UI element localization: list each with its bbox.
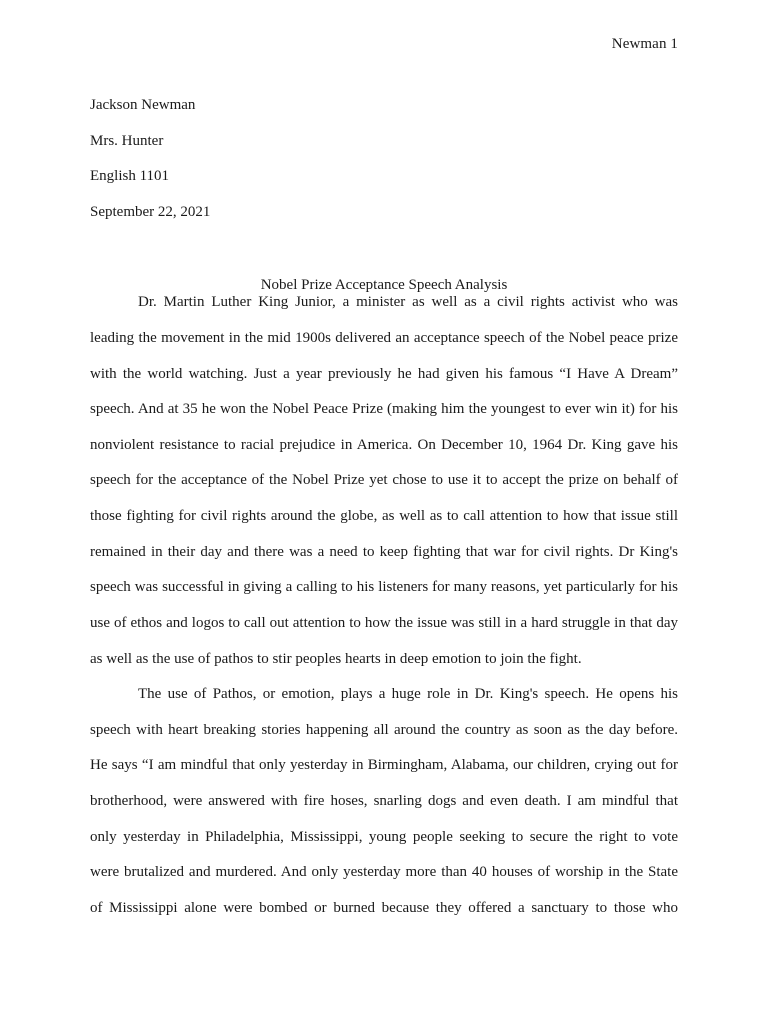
essay-date: September 22, 2021 (90, 203, 211, 220)
essay-title: Nobel Prize Acceptance Speech Analysis (260, 277, 508, 293)
running-header: Newman 1 (611, 36, 678, 52)
paragraph-1-line-10: use of ethos and logos to call out attention to how the issue was still in a hard struggle in that day (90, 615, 678, 631)
paragraph-1-line-8: remained in their day and there was a need to keep fighting that war for civil rights. Dr King's (90, 544, 678, 560)
paragraph-1-line-7: those fighting for civil rights around the globe, as well as to call attention to how that issue still (90, 508, 678, 524)
paragraph-2-line-1: The use of Pathos, or emotion, plays a huge role in Dr. King's speech. He opens his (138, 686, 678, 702)
paragraph-2-line-7: of Mississippi alone were bombed or burned because they offered a sanctuary to those who (90, 900, 678, 916)
teacher-name: Mrs. Hunter (90, 132, 164, 149)
mla-heading (90, 95, 210, 237)
paragraph-1-line-4: speech. And at 35 he won the Nobel Peace Prize (making him the youngest to ever win it) for his (90, 401, 678, 417)
paragraph-1-line-5: nonviolent resistance to racial prejudice in America. On December 10, 1964 Dr. King gave his (90, 437, 678, 453)
paragraph-1-line-9: speech was successful in giving a calling to his listeners for many reasons, yet particularly for his (90, 579, 678, 595)
paragraph-2-line-2: speech with heart breaking stories happening all around the country as soon as the day before. (90, 722, 678, 738)
course-name: English 1101 (90, 168, 170, 184)
student-name: Jackson Newman (90, 97, 196, 113)
paragraph-1-line-11: as well as the use of pathos to stir peoples hearts in deep emotion to join the fight. (90, 651, 582, 667)
paragraph-1-line-6: speech for the acceptance of the Nobel Prize yet chose to use it to accept the prize on behalf of (90, 472, 678, 488)
paragraph-2-line-6: were brutalized and murdered. And only yesterday more than 40 houses of worship in the State (90, 864, 678, 880)
paragraph-2-line-3: He says “I am mindful that only yesterday in Birmingham, Alabama, our children, crying out for (90, 757, 678, 773)
paragraph-1-line-1: Dr. Martin Luther King Junior, a minister as well as a civil rights activist who was (138, 294, 678, 310)
paragraph-1-line-3: with the world watching. Just a year previously he had given his famous “I Have A Dream” (90, 366, 678, 382)
paragraph-1-line-2: leading the movement in the mid 1900s delivered an acceptance speech of the Nobel peace prize (90, 330, 678, 346)
paragraph-2-line-5: only yesterday in Philadelphia, Mississippi, young people seeking to secure the right to vote (90, 829, 678, 845)
paragraph-2-line-4: brotherhood, were answered with fire hoses, snarling dogs and even death. I am mindful that (90, 793, 678, 809)
